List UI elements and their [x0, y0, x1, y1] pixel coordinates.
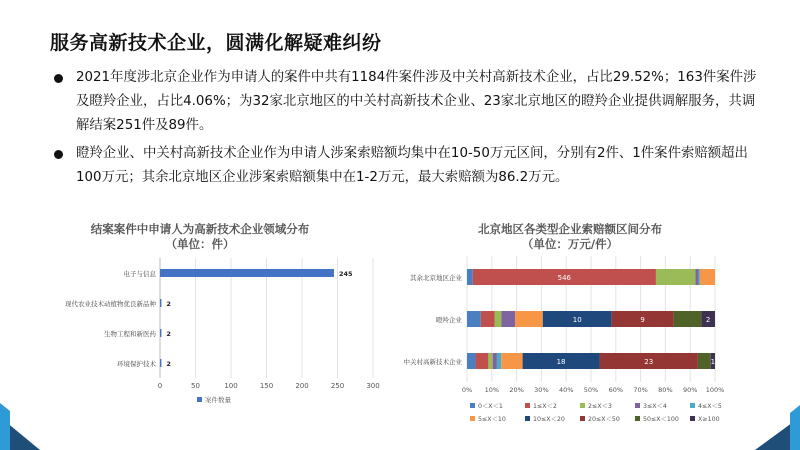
x-tick-label: 50%: [583, 386, 599, 394]
legend-swatch: [580, 416, 585, 421]
legend-label: 0＜X＜1: [478, 403, 503, 410]
corner-decoration-left: [0, 395, 60, 450]
stacked-bar-segment: [467, 311, 481, 327]
legend-label: 1≤X＜2: [533, 403, 557, 410]
stacked-bar-segment: [488, 353, 492, 369]
stacked-bar-segment: [476, 353, 489, 369]
data-label: 2: [166, 330, 171, 338]
bullet-dot-icon: [54, 150, 63, 159]
stacked-bar-segment: [674, 311, 702, 327]
x-tick-label: 300: [366, 382, 380, 390]
chart2-title-block: [460, 222, 680, 252]
legend-swatch: [690, 403, 695, 408]
legend-swatch: [470, 416, 475, 421]
stacked-bar-segment: [467, 269, 473, 285]
legend-swatch: [635, 416, 640, 421]
legend-label: 50≤X＜100: [643, 416, 679, 423]
slide-title: 服务高新技术企业，圆满化解疑难纠纷: [50, 32, 382, 54]
x-tick-label: 30%: [534, 386, 549, 394]
legend-swatch: [197, 397, 202, 402]
legend-swatch: [635, 403, 640, 408]
bar: [160, 359, 161, 367]
stacked-bar-segment: [501, 353, 522, 369]
x-tick-label: 0: [157, 382, 163, 390]
x-tick-label: 200: [295, 382, 309, 390]
stacked-bar-segment: [497, 353, 501, 369]
legend-label: 10≤X＜20: [533, 416, 565, 423]
x-tick-label: 100: [224, 382, 238, 390]
chart1-title: 结案案件中申请人为高新技术企业领域分布: [90, 222, 310, 236]
x-tick-label: 70%: [633, 386, 648, 394]
x-tick-label: 0%: [461, 386, 473, 394]
stacked-bar-segment: [699, 269, 700, 285]
category-label: 其余北京地区企业: [410, 274, 462, 282]
bullet-text: 瞪羚企业、中关村高新技术企业作为申请人涉案索赔额均集中在10-50万元区间，分别有2件、1件案件索赔额超出100万元；其余北京地区企业涉案索赔额集中在1-2万元，最大索赔额为86.2万元。: [76, 146, 748, 185]
chart1-title-block: [90, 222, 310, 252]
stacked-bar-segment: [501, 311, 515, 327]
chart2-title: 北京地区各类型企业索赔额区间分布: [478, 222, 662, 236]
x-tick-label: 40%: [558, 386, 574, 394]
bullet-item: [48, 66, 768, 138]
x-tick-label: 100%: [705, 386, 725, 394]
data-label: 9: [640, 316, 645, 324]
x-tick-label: 60%: [608, 386, 624, 394]
chart1-subtitle: （单位：件）: [165, 237, 235, 251]
x-tick-label: 80%: [658, 386, 673, 394]
stacked-bar-segment: [696, 269, 699, 285]
x-tick-label: 90%: [682, 386, 698, 394]
bar: [160, 269, 334, 277]
data-label: 2: [166, 300, 171, 308]
data-label: 18: [556, 358, 566, 366]
bullet-item: [48, 142, 768, 190]
x-tick-label: 20%: [509, 386, 524, 394]
legend-swatch: [525, 416, 530, 421]
stacked-bar-segment: [698, 353, 711, 369]
corner-decoration-right: [740, 405, 800, 450]
bullet-list: [48, 66, 768, 194]
category-label: 瞪羚企业: [436, 316, 462, 324]
x-tick-label: 250: [330, 382, 345, 390]
corner-shape: [0, 403, 10, 450]
legend-label: 4≤X＜5: [698, 403, 722, 410]
category-label: 电子与信息: [123, 270, 156, 278]
data-label: 10: [572, 316, 582, 324]
stacked-bar-segment: [656, 269, 696, 285]
category-label: 中关村高新技术企业: [403, 358, 462, 366]
bar: [160, 329, 161, 337]
stacked-bar-segment: [495, 311, 502, 327]
legend-swatch: [525, 403, 530, 408]
legend-label: 案件数量: [205, 396, 231, 404]
legend-label: X≥100: [698, 416, 720, 423]
x-tick-label: 50: [191, 382, 200, 390]
data-label: 23: [644, 358, 654, 366]
category-label: 现代农业技术动植物优良新品种: [65, 300, 156, 308]
bullet-dot-icon: [54, 74, 63, 83]
data-label: 245: [338, 270, 353, 278]
chart2-svg: [385, 250, 800, 440]
category-label: 环境保护技术: [117, 360, 156, 368]
stacked-bar-segment: [467, 353, 476, 369]
data-label: 546: [557, 274, 572, 282]
legend-label: 20≤X＜50: [588, 416, 620, 423]
category-label: 生物工程和新医药: [104, 330, 156, 338]
bullet-text: 2021年度涉北京企业作为申请人的案件中共有1184件案件涉及中关村高新技术企业，占比29.52%；163件案件涉及瞪羚企业，占比4.06%；为32家北京地区的中关村高新技术企业、23家北京地区的瞪羚企业提供调解服务，共调解结案251件及89件。: [76, 70, 757, 133]
legend-swatch: [690, 416, 695, 421]
legend-label: 2≤X＜3: [588, 403, 612, 410]
data-label: 2: [705, 316, 711, 324]
stacked-bar-segment: [481, 311, 495, 327]
stacked-bar-segment: [515, 311, 543, 327]
corner-shape: [790, 405, 800, 450]
chart2-subtitle: （单位：万元/件）: [521, 237, 619, 251]
data-label: 2: [166, 360, 171, 368]
legend-label: 5≤X＜10: [478, 416, 506, 423]
stacked-bar-segment: [493, 353, 497, 369]
stacked-bar-segment: [700, 269, 715, 285]
bar: [160, 299, 161, 307]
x-tick-label: 10%: [484, 386, 500, 394]
data-label: 1: [710, 358, 716, 366]
legend-swatch: [580, 403, 585, 408]
legend-label: 3≤X＜4: [643, 403, 667, 410]
legend-swatch: [470, 403, 475, 408]
x-tick-label: 150: [259, 382, 274, 390]
